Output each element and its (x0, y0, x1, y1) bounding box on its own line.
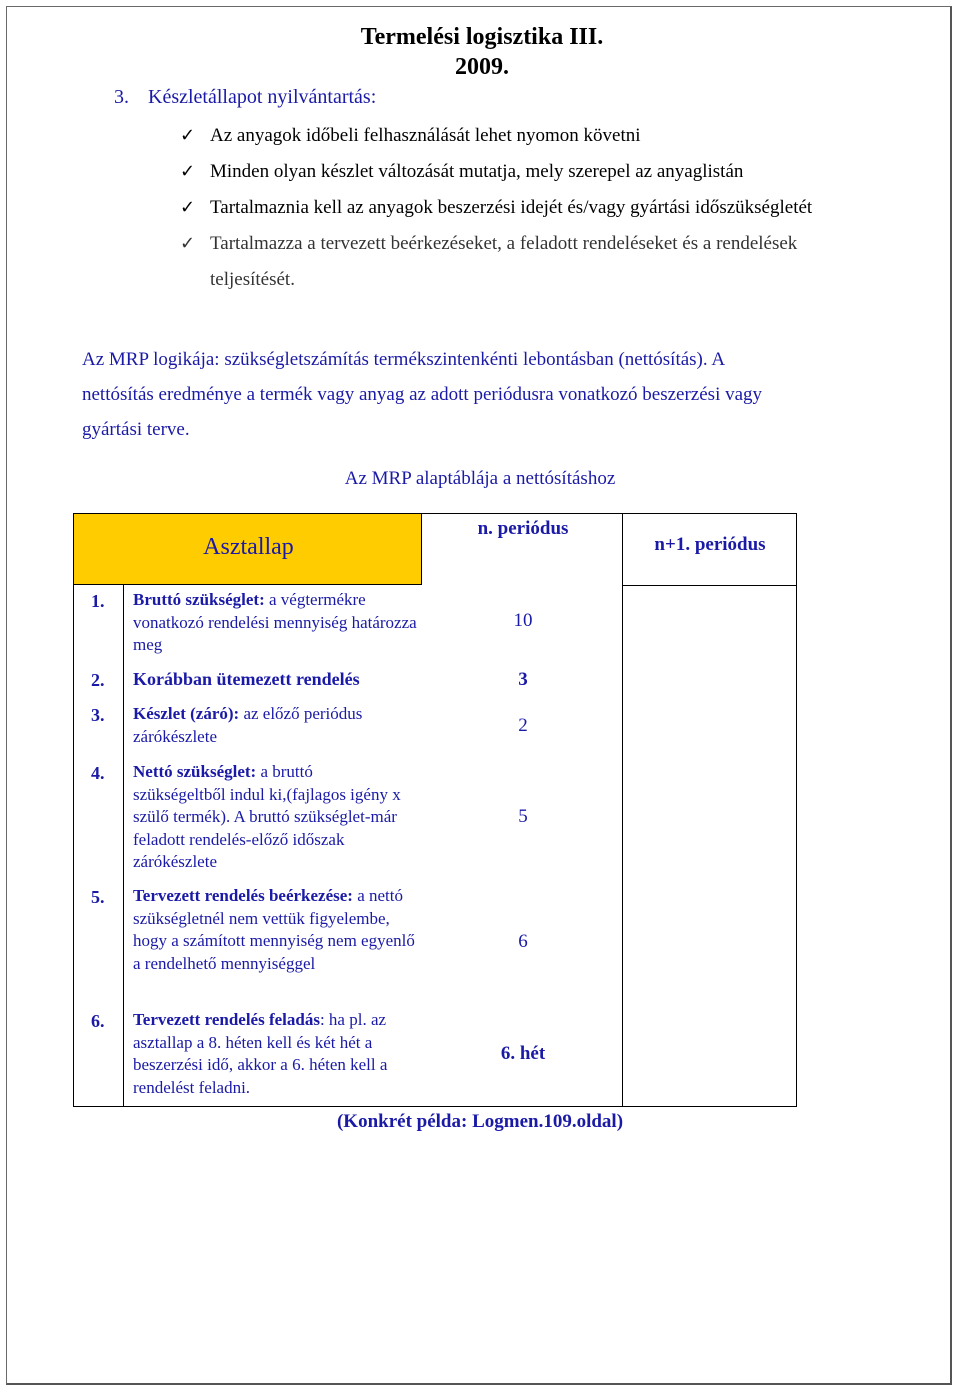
mrp-table (73, 513, 797, 1107)
checkmark-icon: ✓ (180, 233, 196, 254)
mrp-line3: gyártási terve. (82, 419, 190, 440)
list-item (180, 118, 900, 154)
mrp-line1: szükségletszámítás termékszintenkénti lebontásban (nettósítás). A (219, 349, 726, 370)
page-header (352, 22, 612, 82)
table-border-left (73, 585, 74, 1107)
table-border-right (796, 513, 797, 1107)
footnote: (Konkrét példa: Logmen.109.oldal) (336, 1111, 624, 1132)
header-title: Termelési logisztika III. (360, 24, 604, 50)
checklist (180, 118, 900, 298)
row-number: 2. (91, 670, 105, 690)
table-border-top (422, 513, 797, 514)
row-value: 6. hét (500, 1043, 546, 1064)
column-header-n: n. periódus (477, 518, 569, 539)
checkmark-icon: ✓ (180, 197, 196, 218)
column-header-n1: n+1. periódus (654, 534, 766, 555)
row-term: Nettó szükséglet: (133, 762, 257, 781)
row-value: 10 (513, 610, 533, 631)
row-description (133, 703, 425, 748)
row-explanation: a végtermékre vonatkozó rendelési mennyiség határozza meg (133, 590, 417, 654)
row-description (133, 1009, 425, 1099)
asztallap-label: Asztallap (203, 534, 294, 560)
row-explanation: az előző periódus zárókészlete (133, 704, 363, 746)
list-item (180, 190, 900, 226)
row-description (133, 885, 425, 975)
list-item-text: Tartalmazza a tervezett beérkezéseket, a feladott rendeléseket és a rendelések (210, 233, 798, 254)
mrp-line2: nettósítás eredménye a termék vagy anyag az adott periódusra vonatkozó beszerzési vagy (82, 384, 763, 405)
row-number: 4. (91, 763, 105, 783)
row-explanation: a nettó szükségletnél nem vettük figyelembe, hogy a számított mennyiség nem egyenlő a rendelhető mennyiséggel (133, 886, 415, 973)
row-description (133, 668, 433, 691)
mrp-lead: Az MRP logikája: (82, 349, 220, 370)
row-description (133, 761, 405, 874)
row-term: Tervezett rendelés beérkezése: (133, 886, 353, 905)
table-title: Az MRP alaptáblája a nettósításhoz (344, 468, 616, 489)
row-value: 6 (518, 931, 528, 952)
row-number: 5. (91, 887, 105, 907)
asztallap-header-cell (73, 513, 422, 585)
checkmark-icon: ✓ (180, 161, 196, 182)
row-explanation: a bruttó szükségeltből indul ki,(fajlagos igény x szülő termék). A bruttó szükséglet-már feladott rendelés-előző időszak zárókészlete (133, 762, 401, 871)
list-item-continuation: teljesítését. (210, 269, 295, 290)
mrp-paragraph (82, 342, 882, 447)
row-number: 3. (91, 705, 105, 725)
row-value: 2 (518, 715, 528, 736)
row-term: Bruttó szükséglet: (133, 590, 265, 609)
section-heading (114, 84, 376, 110)
row-number: 1. (91, 591, 105, 611)
header-divider (622, 585, 797, 586)
column-divider-n1 (622, 513, 623, 1107)
row-value: 5 (518, 806, 528, 827)
row-term: Készlet (záró): (133, 704, 240, 723)
list-item (180, 226, 900, 298)
list-item-text: Tartalmaznia kell az anyagok beszerzési idejét és/vagy gyártási időszükségletét (210, 197, 813, 218)
section-title: Készletállapot nyilvántartás: (148, 86, 377, 108)
header-year: 2009. (455, 54, 509, 80)
row-value: 3 (518, 669, 528, 690)
checkmark-icon: ✓ (180, 125, 196, 146)
table-border-bottom (73, 1106, 797, 1107)
list-item (180, 154, 900, 190)
row-explanation: : ha pl. az asztallap a 8. héten kell és két hét a beszerzési idő, akkor a 6. héten kell a rendelést feladni. (133, 1010, 388, 1097)
section-number: 3. (114, 86, 129, 108)
row-term: Korábban ütemezett rendelés (133, 669, 360, 689)
row-description (133, 589, 425, 657)
column-divider-num (123, 585, 124, 1107)
row-number: 6. (91, 1011, 105, 1031)
row-term: Tervezett rendelés feladás (133, 1010, 320, 1029)
list-item-text: Az anyagok időbeli felhasználását lehet nyomon követni (210, 125, 641, 146)
list-item-text: Minden olyan készlet változását mutatja, mely szerepel az anyaglistán (210, 161, 744, 182)
